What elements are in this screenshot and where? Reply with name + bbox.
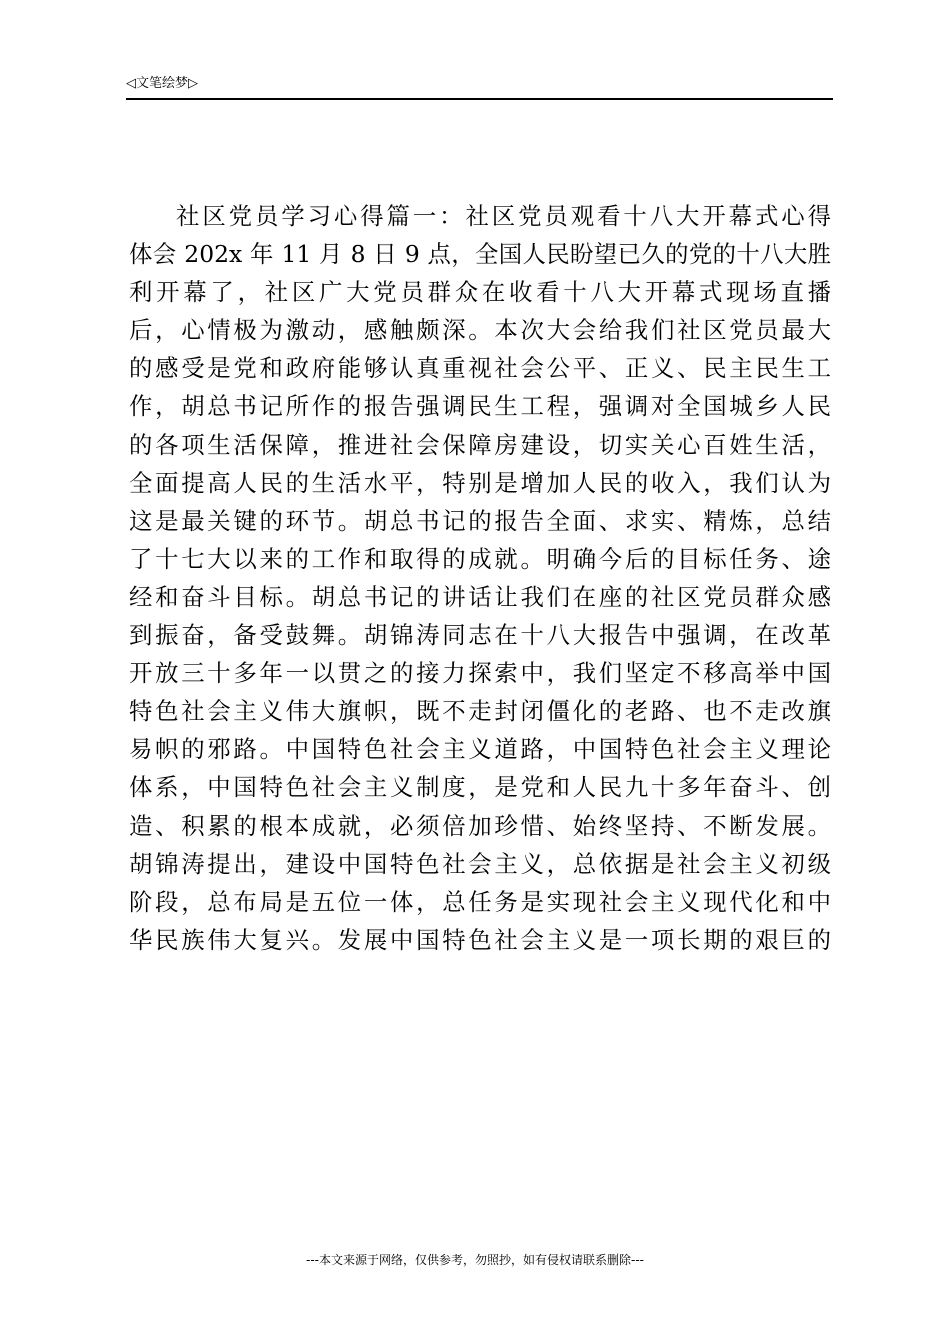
body-line: 这是最关键的环节。胡总书记的报告全面、求实、精炼，总结 [129, 506, 831, 535]
article-body [129, 197, 831, 959]
body-line: 体系，中国特色社会主义制度，是党和人民九十多年奋斗、创 [129, 773, 831, 802]
body-line: 到振奋，备受鼓舞。胡锦涛同志在十八大报告中强调，在改革 [129, 621, 831, 650]
body-line: 华民族伟大复兴。发展中国特色社会主义是一项长期的艰巨的 [129, 925, 831, 954]
body-line: 易帜的邪路。中国特色社会主义道路，中国特色社会主义理论 [129, 735, 831, 764]
body-line: 阶段，总布局是五位一体，总任务是实现社会主义现代化和中 [129, 887, 831, 916]
page-footer: ---本文来源于网络，仅供参考，勿照抄，如有侵权请联系删除--- [306, 1253, 644, 1267]
body-line: 的感受是党和政府能够认真重视社会公平、正义、民主民生工 [129, 354, 831, 383]
body-line: 体会 202x 年 11 月 8 日 9 点，全国人民盼望已久的党的十八大胜 [129, 240, 831, 269]
left-triangle-icon: ◁ [126, 76, 136, 91]
right-triangle-icon: ▷ [188, 76, 199, 91]
body-line: 后，心情极为激动，感触颇深。本次大会给我们社区党员最大 [129, 316, 831, 345]
body-line: 社区党员学习心得篇一：社区党员观看十八大开幕式心得 [176, 202, 831, 230]
body-line: 利开幕了，社区广大党员群众在收看十八大开幕式现场直播 [129, 278, 831, 307]
body-line: 了十七大以来的工作和取得的成就。明确今后的目标任务、途 [129, 544, 831, 573]
body-line: 作，胡总书记所作的报告强调民生工程，强调对全国城乡人民 [129, 392, 831, 421]
header-title [126, 76, 198, 92]
body-line: 的各项生活保障，推进社会保障房建设，切实关心百姓生活， [129, 430, 831, 459]
body-line: 特色社会主义伟大旗帜，既不走封闭僵化的老路、也不走改旗 [129, 697, 831, 726]
body-line: 经和奋斗目标。胡总书记的讲话让我们在座的社区党员群众感 [129, 582, 831, 611]
body-line: 胡锦涛提出，建设中国特色社会主义，总依据是社会主义初级 [129, 849, 831, 878]
body-line: 开放三十多年一以贯之的接力探索中，我们坚定不移高举中国 [129, 659, 831, 688]
page-header [126, 74, 833, 100]
header-title-text: 文笔绘梦 [136, 76, 189, 91]
body-line: 全面提高人民的生活水平，特别是增加人民的收入，我们认为 [129, 468, 831, 497]
body-line: 造、积累的根本成就，必须倍加珍惜、始终坚持、不断发展。 [129, 811, 831, 840]
